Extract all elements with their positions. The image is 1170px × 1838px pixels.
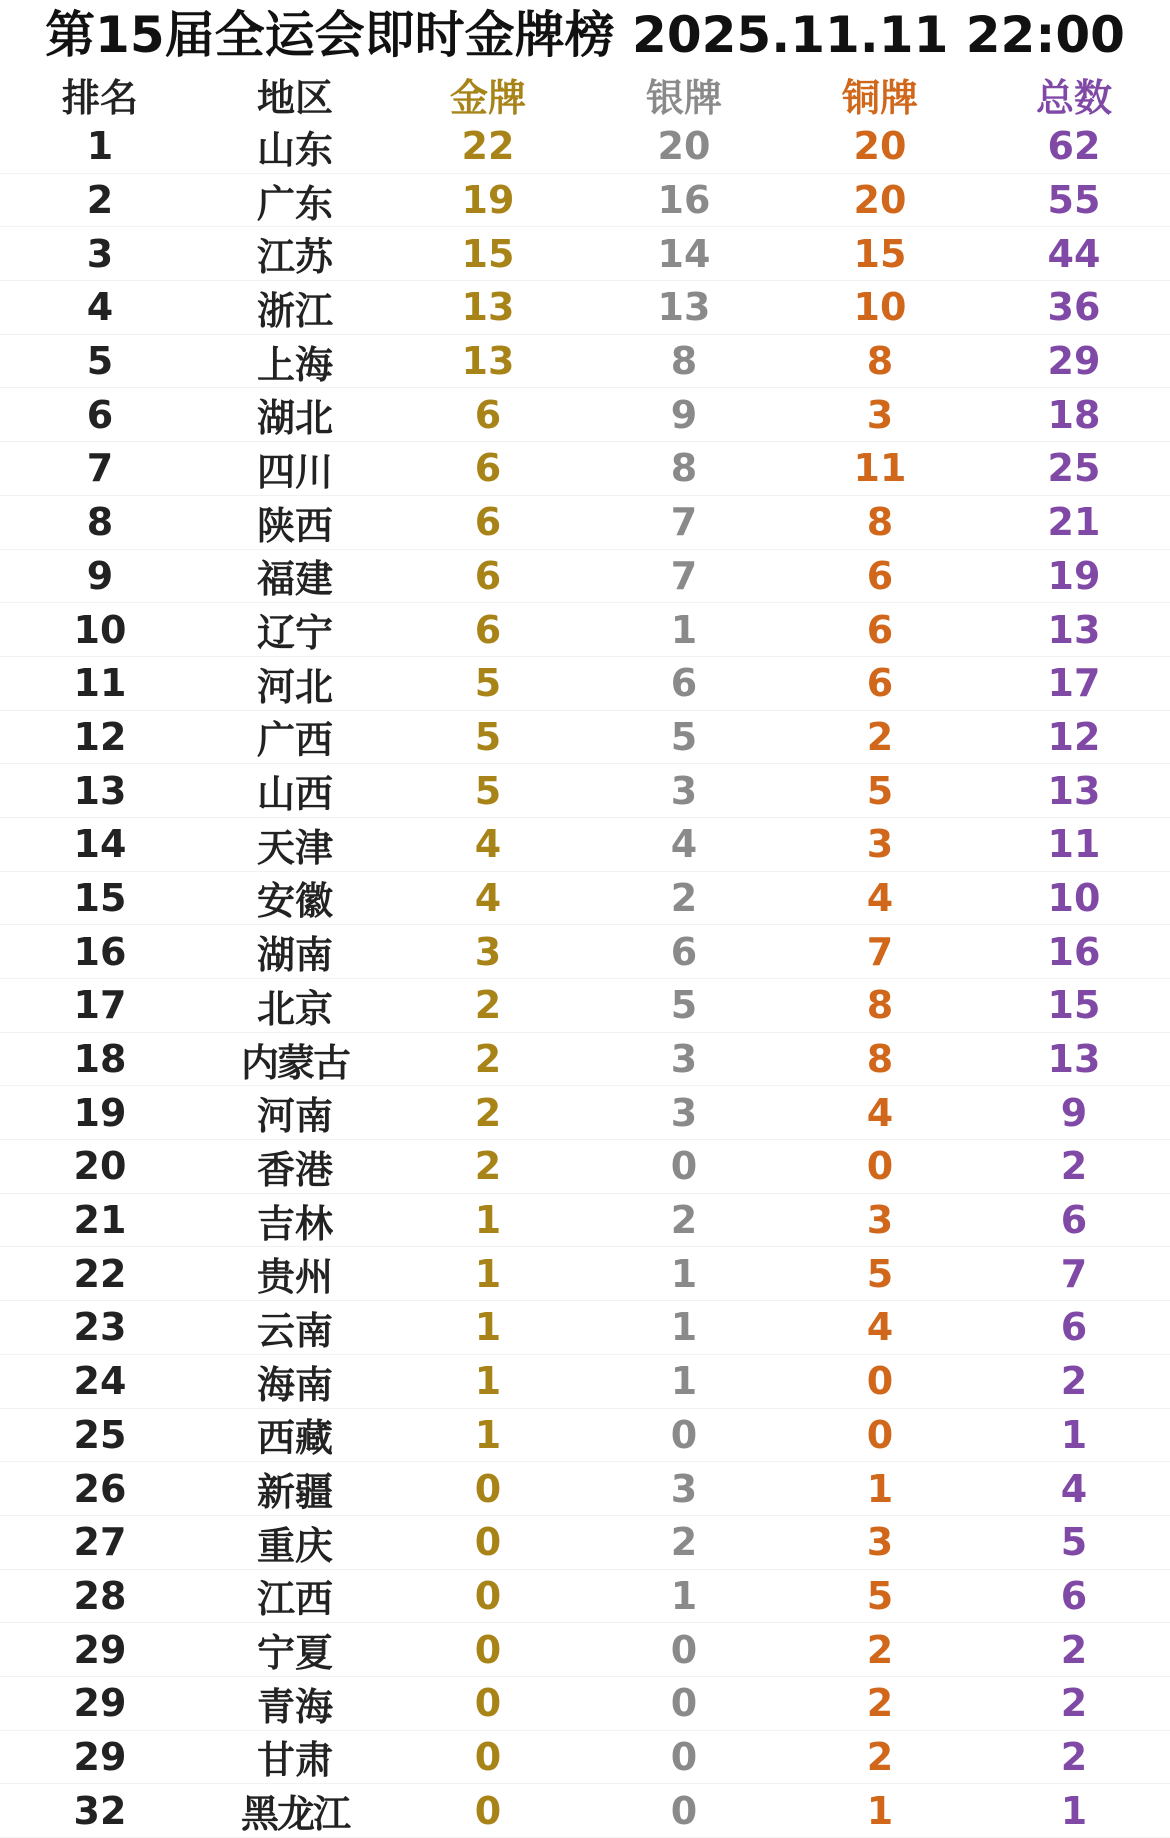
bronze-count-cell: 5	[866, 1251, 894, 1296]
region-cell: 辽宁	[256, 611, 333, 656]
total-count-cell: 18	[1047, 392, 1101, 437]
gold-count-cell: 5	[474, 661, 502, 706]
bronze-count-cell: 8	[866, 500, 894, 545]
gold-count-cell: 0	[474, 1520, 502, 1565]
total-count-cell: 13	[1047, 1037, 1101, 1082]
rank-cell: 1	[86, 124, 114, 169]
bronze-count-cell: 4	[866, 1090, 894, 1135]
total-count-cell: 17	[1047, 661, 1101, 706]
region-cell: 福建	[256, 557, 333, 602]
rank-cell: 3	[86, 231, 114, 276]
total-count-cell: 19	[1047, 553, 1101, 598]
total-count-cell: 2	[1060, 1734, 1088, 1779]
rank-cell: 27	[73, 1520, 127, 1565]
gold-count-cell: 1	[474, 1198, 502, 1243]
silver-count-cell: 2	[670, 875, 698, 920]
table-row	[0, 657, 1170, 711]
table-row	[0, 388, 1170, 442]
silver-count-cell: 5	[670, 714, 698, 759]
table-row	[0, 1462, 1170, 1516]
total-count-cell: 2	[1060, 1681, 1088, 1726]
table-row	[0, 1301, 1170, 1355]
gold-count-cell: 6	[474, 553, 502, 598]
total-count-cell: 13	[1047, 607, 1101, 652]
silver-count-cell: 8	[670, 446, 698, 491]
rank-cell: 6	[86, 392, 114, 437]
gold-count-cell: 22	[461, 124, 515, 169]
gold-count-cell: 1	[474, 1305, 502, 1350]
silver-count-cell: 0	[670, 1681, 698, 1726]
total-count-cell: 36	[1047, 285, 1101, 330]
total-count-cell: 12	[1047, 714, 1101, 759]
table-row	[0, 1409, 1170, 1463]
silver-count-cell: 1	[670, 1573, 698, 1618]
page-title: 第15届全运会即时金牌榜 2025.11.11 22:00	[45, 6, 1125, 64]
gold-count-cell: 6	[474, 392, 502, 437]
rank-cell: 19	[73, 1090, 127, 1135]
table-row	[0, 120, 1170, 174]
total-count-cell: 6	[1060, 1198, 1088, 1243]
silver-count-cell: 9	[670, 392, 698, 437]
bronze-count-cell: 4	[866, 1305, 894, 1350]
bronze-count-cell: 4	[866, 875, 894, 920]
bronze-count-cell: 11	[853, 446, 907, 491]
gold-count-cell: 6	[474, 500, 502, 545]
total-count-cell: 2	[1060, 1627, 1088, 1672]
silver-count-cell: 0	[670, 1734, 698, 1779]
table-row	[0, 1247, 1170, 1301]
gold-count-cell: 4	[474, 875, 502, 920]
region-cell: 青海	[256, 1684, 333, 1729]
silver-count-cell: 16	[657, 178, 711, 223]
table-body	[0, 120, 1170, 1838]
region-cell: 山西	[256, 772, 333, 817]
header-region: 地区	[256, 75, 333, 120]
bronze-count-cell: 0	[866, 1412, 894, 1457]
bronze-count-cell: 1	[866, 1466, 894, 1511]
rank-cell: 8	[86, 500, 114, 545]
total-count-cell: 21	[1047, 500, 1101, 545]
silver-count-cell: 8	[670, 339, 698, 384]
total-count-cell: 9	[1060, 1090, 1088, 1135]
region-cell: 天津	[256, 825, 333, 870]
bronze-count-cell: 3	[866, 392, 894, 437]
region-cell: 河南	[256, 1094, 333, 1139]
total-count-cell: 6	[1060, 1305, 1088, 1350]
silver-count-cell: 1	[670, 607, 698, 652]
rank-cell: 24	[73, 1359, 127, 1404]
table-row	[0, 925, 1170, 979]
total-count-cell: 6	[1060, 1573, 1088, 1618]
region-cell: 江西	[256, 1577, 333, 1622]
table-row	[0, 174, 1170, 228]
bronze-count-cell: 6	[866, 661, 894, 706]
gold-count-cell: 19	[461, 178, 515, 223]
region-cell: 新疆	[256, 1470, 333, 1515]
total-count-cell: 55	[1047, 178, 1101, 223]
table-row	[0, 442, 1170, 496]
silver-count-cell: 0	[670, 1144, 698, 1189]
silver-count-cell: 1	[670, 1305, 698, 1350]
gold-count-cell: 0	[474, 1734, 502, 1779]
bronze-count-cell: 2	[866, 714, 894, 759]
table-row	[0, 1194, 1170, 1248]
rank-cell: 10	[73, 607, 127, 652]
silver-count-cell: 7	[670, 553, 698, 598]
header-total: 总数	[1035, 75, 1112, 120]
table-row	[0, 711, 1170, 765]
rank-cell: 22	[73, 1251, 127, 1296]
silver-count-cell: 20	[657, 124, 711, 169]
total-count-cell: 13	[1047, 768, 1101, 813]
silver-count-cell: 3	[670, 1037, 698, 1082]
total-count-cell: 11	[1047, 822, 1101, 867]
gold-count-cell: 2	[474, 983, 502, 1028]
gold-count-cell: 13	[461, 285, 515, 330]
region-cell: 陕西	[256, 503, 333, 548]
silver-count-cell: 14	[657, 231, 711, 276]
gold-count-cell: 0	[474, 1573, 502, 1618]
region-cell: 河北	[256, 664, 333, 709]
rank-cell: 7	[86, 446, 114, 491]
gold-count-cell: 4	[474, 822, 502, 867]
silver-count-cell: 1	[670, 1251, 698, 1296]
region-cell: 山东	[256, 127, 333, 172]
rank-cell: 9	[86, 553, 114, 598]
bronze-count-cell: 3	[866, 822, 894, 867]
gold-count-cell: 0	[474, 1681, 502, 1726]
bronze-count-cell: 2	[866, 1681, 894, 1726]
gold-count-cell: 2	[474, 1144, 502, 1189]
bronze-count-cell: 2	[866, 1734, 894, 1779]
rank-cell: 18	[73, 1037, 127, 1082]
gold-count-cell: 0	[474, 1466, 502, 1511]
rank-cell: 29	[73, 1734, 127, 1779]
rank-cell: 29	[73, 1627, 127, 1672]
region-cell: 四川	[256, 449, 333, 494]
rank-cell: 21	[73, 1198, 127, 1243]
header-silver: 银牌	[645, 75, 722, 120]
region-cell: 甘肃	[256, 1738, 333, 1783]
total-count-cell: 16	[1047, 929, 1101, 974]
region-cell: 香港	[256, 1147, 333, 1192]
table-row	[0, 496, 1170, 550]
region-cell: 湖南	[256, 933, 333, 978]
rank-cell: 13	[73, 768, 127, 813]
gold-count-cell: 2	[474, 1037, 502, 1082]
table-row	[0, 764, 1170, 818]
bronze-count-cell: 8	[866, 1037, 894, 1082]
total-count-cell: 29	[1047, 339, 1101, 384]
rank-cell: 5	[86, 339, 114, 384]
bronze-count-cell: 0	[866, 1359, 894, 1404]
region-cell: 贵州	[256, 1255, 333, 1300]
header-gold: 金牌	[449, 75, 526, 120]
rank-cell: 29	[73, 1681, 127, 1726]
bronze-count-cell: 1	[866, 1788, 894, 1833]
table-row	[0, 1570, 1170, 1624]
bronze-count-cell: 2	[866, 1627, 894, 1672]
rank-cell: 12	[73, 714, 127, 759]
rank-cell: 23	[73, 1305, 127, 1350]
rank-cell: 16	[73, 929, 127, 974]
silver-count-cell: 3	[670, 1090, 698, 1135]
rank-cell: 15	[73, 875, 127, 920]
table-row	[0, 603, 1170, 657]
bronze-count-cell: 0	[866, 1144, 894, 1189]
bronze-count-cell: 20	[853, 178, 907, 223]
silver-count-cell: 3	[670, 1466, 698, 1511]
region-cell: 云南	[256, 1308, 333, 1353]
table-row	[0, 281, 1170, 335]
bronze-count-cell: 7	[866, 929, 894, 974]
rank-cell: 25	[73, 1412, 127, 1457]
silver-count-cell: 7	[670, 500, 698, 545]
bronze-count-cell: 5	[866, 768, 894, 813]
bronze-count-cell: 6	[866, 553, 894, 598]
gold-count-cell: 13	[461, 339, 515, 384]
total-count-cell: 10	[1047, 875, 1101, 920]
bronze-count-cell: 5	[866, 1573, 894, 1618]
region-cell: 海南	[256, 1362, 333, 1407]
table-row	[0, 872, 1170, 926]
rank-cell: 11	[73, 661, 127, 706]
bronze-count-cell: 20	[853, 124, 907, 169]
table-row	[0, 1033, 1170, 1087]
region-cell: 黑龙江	[240, 1792, 349, 1837]
gold-count-cell: 5	[474, 768, 502, 813]
table-row	[0, 979, 1170, 1033]
gold-count-cell: 3	[474, 929, 502, 974]
medal-table	[0, 68, 1170, 1838]
total-count-cell: 7	[1060, 1251, 1088, 1296]
rank-cell: 2	[86, 178, 114, 223]
total-count-cell: 15	[1047, 983, 1101, 1028]
gold-count-cell: 1	[474, 1412, 502, 1457]
gold-count-cell: 6	[474, 607, 502, 652]
bronze-count-cell: 8	[866, 339, 894, 384]
table-header	[0, 68, 1170, 120]
region-cell: 湖北	[256, 396, 333, 441]
gold-count-cell: 15	[461, 231, 515, 276]
gold-count-cell: 1	[474, 1251, 502, 1296]
gold-count-cell: 0	[474, 1627, 502, 1672]
rank-cell: 28	[73, 1573, 127, 1618]
header-rank: 排名	[61, 75, 138, 120]
silver-count-cell: 0	[670, 1412, 698, 1457]
rank-cell: 32	[73, 1788, 127, 1833]
silver-count-cell: 6	[670, 661, 698, 706]
gold-count-cell: 0	[474, 1788, 502, 1833]
bronze-count-cell: 6	[866, 607, 894, 652]
silver-count-cell: 3	[670, 768, 698, 813]
bronze-count-cell: 15	[853, 231, 907, 276]
gold-count-cell: 6	[474, 446, 502, 491]
gold-count-cell: 5	[474, 714, 502, 759]
table-row	[0, 1140, 1170, 1194]
table-row	[0, 1623, 1170, 1677]
region-cell: 安徽	[256, 879, 333, 924]
region-cell: 广西	[256, 718, 333, 763]
region-cell: 广东	[256, 181, 333, 226]
header-bronze: 铜牌	[841, 75, 918, 120]
region-cell: 北京	[256, 986, 333, 1031]
region-cell: 上海	[256, 342, 333, 387]
table-row	[0, 1677, 1170, 1731]
total-count-cell: 1	[1060, 1788, 1088, 1833]
bronze-count-cell: 3	[866, 1520, 894, 1565]
region-cell: 浙江	[256, 288, 333, 333]
total-count-cell: 25	[1047, 446, 1101, 491]
rank-cell: 4	[86, 285, 114, 330]
silver-count-cell: 13	[657, 285, 711, 330]
table-row	[0, 1086, 1170, 1140]
region-cell: 江苏	[256, 235, 333, 280]
table-row	[0, 335, 1170, 389]
rank-cell: 14	[73, 822, 127, 867]
region-cell: 重庆	[256, 1523, 333, 1568]
silver-count-cell: 5	[670, 983, 698, 1028]
rank-cell: 26	[73, 1466, 127, 1511]
total-count-cell: 4	[1060, 1466, 1088, 1511]
total-count-cell: 2	[1060, 1359, 1088, 1404]
bronze-count-cell: 3	[866, 1198, 894, 1243]
total-count-cell: 44	[1047, 231, 1101, 276]
silver-count-cell: 6	[670, 929, 698, 974]
silver-count-cell: 4	[670, 822, 698, 867]
region-cell: 宁夏	[256, 1631, 333, 1676]
table-row	[0, 1355, 1170, 1409]
region-cell: 吉林	[256, 1201, 333, 1246]
table-row	[0, 818, 1170, 872]
table-row	[0, 1731, 1170, 1785]
total-count-cell: 1	[1060, 1412, 1088, 1457]
gold-count-cell: 2	[474, 1090, 502, 1135]
silver-count-cell: 2	[670, 1198, 698, 1243]
region-cell: 西藏	[256, 1416, 333, 1461]
table-row	[0, 227, 1170, 281]
silver-count-cell: 2	[670, 1520, 698, 1565]
gold-count-cell: 1	[474, 1359, 502, 1404]
silver-count-cell: 0	[670, 1627, 698, 1672]
region-cell: 内蒙古	[240, 1040, 349, 1085]
total-count-cell: 2	[1060, 1144, 1088, 1189]
bronze-count-cell: 10	[853, 285, 907, 330]
rank-cell: 20	[73, 1144, 127, 1189]
bronze-count-cell: 8	[866, 983, 894, 1028]
table-row	[0, 550, 1170, 604]
table-row	[0, 1516, 1170, 1570]
table-row	[0, 1784, 1170, 1838]
rank-cell: 17	[73, 983, 127, 1028]
total-count-cell: 5	[1060, 1520, 1088, 1565]
total-count-cell: 62	[1047, 124, 1101, 169]
silver-count-cell: 0	[670, 1788, 698, 1833]
silver-count-cell: 1	[670, 1359, 698, 1404]
